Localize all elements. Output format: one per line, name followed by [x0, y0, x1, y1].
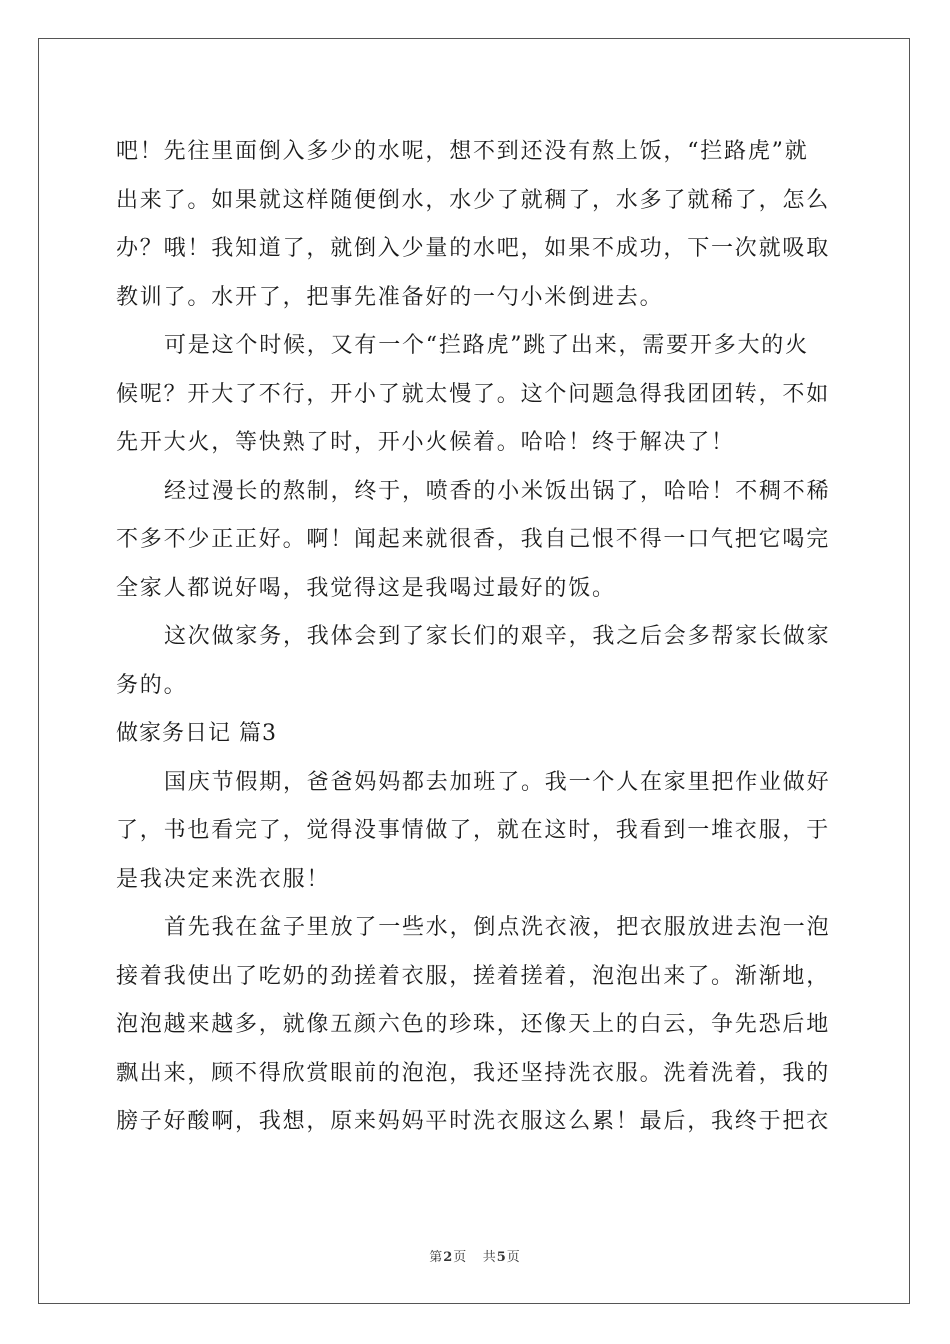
footer-page-suffix: 页 — [453, 1250, 468, 1265]
footer-total-number: 5 — [496, 1250, 507, 1265]
footer-total-prefix: 共 — [482, 1250, 497, 1265]
text-line: 务的。 — [116, 672, 188, 698]
section-heading: 做家务日记 篇3 — [116, 721, 277, 746]
text-line: 可是这个时候，又有一个“拦路虎”跳了出来，需要开多大的火 — [164, 333, 809, 358]
footer-total-suffix: 页 — [506, 1250, 521, 1265]
text-line: 吧！先往里面倒入多少的水呢，想不到还没有熬上饭，“拦路虎”就 — [116, 139, 809, 164]
text-line: 不多不少正正好。啊！闻起来就很香，我自己恨不得一口气把它喝完 — [116, 527, 831, 552]
text-line: 这次做家务，我体会到了家长们的艰辛，我之后会多帮家长做家 — [164, 624, 831, 649]
text-line: 泡泡越来越多，就像五颜六色的珍珠，还像天上的白云，争先恐后地 — [116, 1012, 831, 1037]
text-line: 接着我使出了吃奶的劲搓着衣服，搓着搓着，泡泡出来了。渐渐地， — [116, 963, 831, 989]
page-footer — [0, 1246, 950, 1265]
document-body — [116, 128, 836, 1147]
text-line: 出来了。如果就这样随便倒水，水少了就稠了，水多了就稀了，怎么 — [116, 187, 831, 213]
text-line: 候呢？开大了不行，开小了就太慢了。这个问题急得我团团转，不如 — [116, 381, 831, 407]
text-line: 国庆节假期，爸爸妈妈都去加班了。我一个人在家里把作业做好 — [164, 769, 831, 795]
text-line: 办？哦！我知道了，就倒入少量的水吧，如果不成功，下一次就吸取 — [116, 236, 831, 261]
text-line: 了，书也看完了，觉得没事情做了，就在这时，我看到一堆衣服，于 — [116, 818, 831, 843]
text-line: 先开大火，等快熟了时，开小火候着。哈哈！终于解决了！ — [116, 430, 735, 455]
text-line: 教训了。水开了，把事先准备好的一勺小米倒进去。 — [116, 284, 664, 310]
footer-page-number: 2 — [443, 1250, 454, 1265]
text-line: 是我决定来洗衣服！ — [116, 866, 331, 892]
text-line: 飘出来，顾不得欣赏眼前的泡泡，我还坚持洗衣服。洗着洗着，我的 — [116, 1060, 831, 1086]
text-line: 膀子好酸啊，我想，原来妈妈平时洗衣服这么累！最后，我终于把衣 — [116, 1109, 831, 1134]
text-line: 首先我在盆子里放了一些水，倒点洗衣液，把衣服放进去泡一泡 — [164, 915, 831, 940]
text-line: 全家人都说好喝，我觉得这是我喝过最好的饭。 — [116, 575, 616, 601]
footer-page-prefix: 第 — [429, 1250, 444, 1265]
text-line: 经过漫长的熬制，终于，喷香的小米饭出锅了，哈哈！不稠不稀 — [164, 478, 831, 504]
